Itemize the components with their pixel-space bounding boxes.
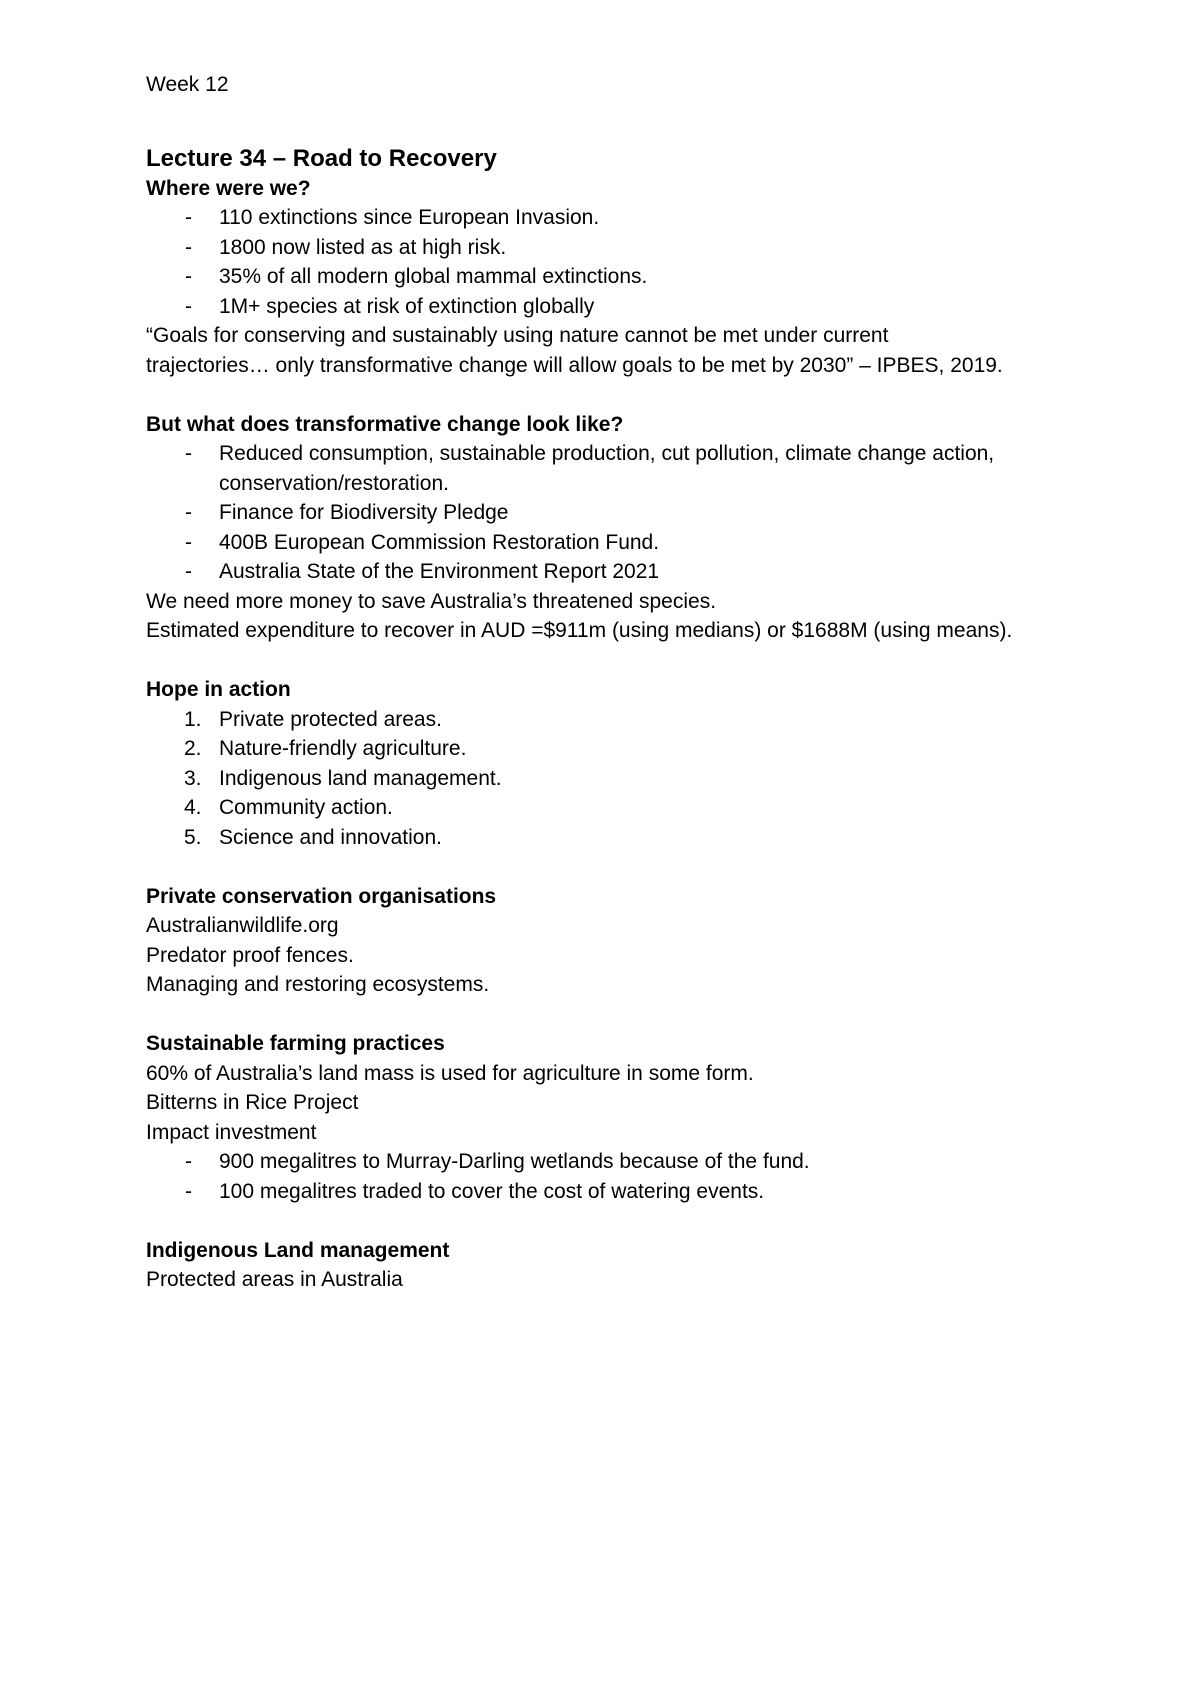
body-line: Bitterns in Rice Project <box>146 1091 359 1114</box>
spacer <box>146 646 1076 676</box>
list-item <box>146 823 1076 853</box>
section-heading-farming: Sustainable farming practices <box>146 1032 445 1055</box>
dash-marker: - <box>185 265 192 288</box>
quote-line: “Goals for conserving and sustainably using nature cannot be met under current <box>146 324 889 347</box>
document-page <box>146 70 1076 1295</box>
spacer <box>146 1206 1076 1236</box>
dash-marker: - <box>185 530 192 554</box>
dash-marker: - <box>185 560 192 583</box>
list-item-text: Reduced consumption, sustainable production, cut pollution, climate change action, conservation/restoration. <box>219 442 995 495</box>
body-line: Impact investment <box>146 1120 317 1144</box>
dash-marker: - <box>185 442 192 465</box>
list-item <box>146 1177 1076 1207</box>
section-heading-where: Where were we? <box>146 176 311 200</box>
list-item <box>146 233 1076 263</box>
spacer <box>146 1000 1076 1030</box>
list-item-text: Finance for Biodiversity Pledge <box>219 501 509 524</box>
section-heading-indigenous: Indigenous Land management <box>146 1238 450 1262</box>
dash-marker: - <box>185 206 192 229</box>
section-heading-private: Private conservation organisations <box>146 884 497 908</box>
list-item-text: Indigenous land management. <box>219 766 502 790</box>
number-marker: 3. <box>184 766 202 790</box>
list-item <box>146 292 1076 322</box>
list-item <box>146 705 1076 735</box>
section-heading-hope: Hope in action <box>146 678 291 701</box>
transformative-list <box>146 439 1076 587</box>
list-item-text: 35% of all modern global mammal extinctions. <box>219 265 648 288</box>
body-line: Australianwildlife.org <box>146 914 339 937</box>
list-item-text: Australia State of the Environment Report 2021 <box>219 560 660 583</box>
list-item <box>146 498 1076 528</box>
dash-marker: - <box>185 501 192 524</box>
quote-line: trajectories… only transformative change will allow goals to be met by 2030” – IPBES, 2019. <box>146 353 1003 377</box>
list-item-text: Nature-friendly agriculture. <box>219 737 467 760</box>
dash-marker: - <box>185 294 192 318</box>
dash-marker: - <box>185 1150 192 1173</box>
lecture-title: Lecture 34 – Road to Recovery <box>146 144 497 172</box>
list-item-text: 400B European Commission Restoration Fund. <box>219 530 660 554</box>
spacer <box>146 100 1076 144</box>
list-item <box>146 439 1076 498</box>
list-item <box>146 203 1076 233</box>
list-item <box>146 528 1076 558</box>
spacer <box>146 852 1076 882</box>
list-item <box>146 793 1076 823</box>
week-label: Week 12 <box>146 73 229 96</box>
list-item <box>146 1147 1076 1177</box>
where-list <box>146 203 1076 321</box>
body-line: Predator proof fences. <box>146 943 354 967</box>
body-line: We need more money to save Australia’s threatened species. <box>146 589 717 613</box>
dash-marker: - <box>185 235 192 259</box>
spacer <box>146 380 1076 410</box>
farming-list <box>146 1147 1076 1206</box>
dash-marker: - <box>185 1179 192 1203</box>
list-item-text: 100 megalitres traded to cover the cost of watering events. <box>219 1179 765 1203</box>
list-item-text: Private protected areas. <box>219 707 442 731</box>
list-item-text: 110 extinctions since European Invasion. <box>219 206 600 229</box>
number-marker: 2. <box>184 737 202 760</box>
number-marker: 1. <box>184 707 202 731</box>
number-marker: 5. <box>184 825 202 849</box>
list-item <box>146 764 1076 794</box>
list-item-text: Science and innovation. <box>219 825 442 849</box>
section-heading-transformative: But what does transformative change look like? <box>146 412 624 436</box>
list-item-text: 1M+ species at risk of extinction globally <box>219 294 595 318</box>
body-line: 60% of Australia’s land mass is used for agriculture in some form. <box>146 1061 754 1085</box>
body-line: Protected areas in Australia <box>146 1268 403 1291</box>
list-item-text: 1800 now listed as at high risk. <box>219 235 507 259</box>
body-line: Managing and restoring ecosystems. <box>146 973 490 996</box>
list-item-text: Community action. <box>219 796 393 819</box>
body-line: Estimated expenditure to recover in AUD =$911m (using medians) or $1688M (using means). <box>146 619 1013 642</box>
list-item-text: 900 megalitres to Murray-Darling wetlands because of the fund. <box>219 1150 810 1173</box>
list-item <box>146 262 1076 292</box>
number-marker: 4. <box>184 796 202 819</box>
list-item <box>146 557 1076 587</box>
list-item <box>146 734 1076 764</box>
hope-list <box>146 705 1076 853</box>
